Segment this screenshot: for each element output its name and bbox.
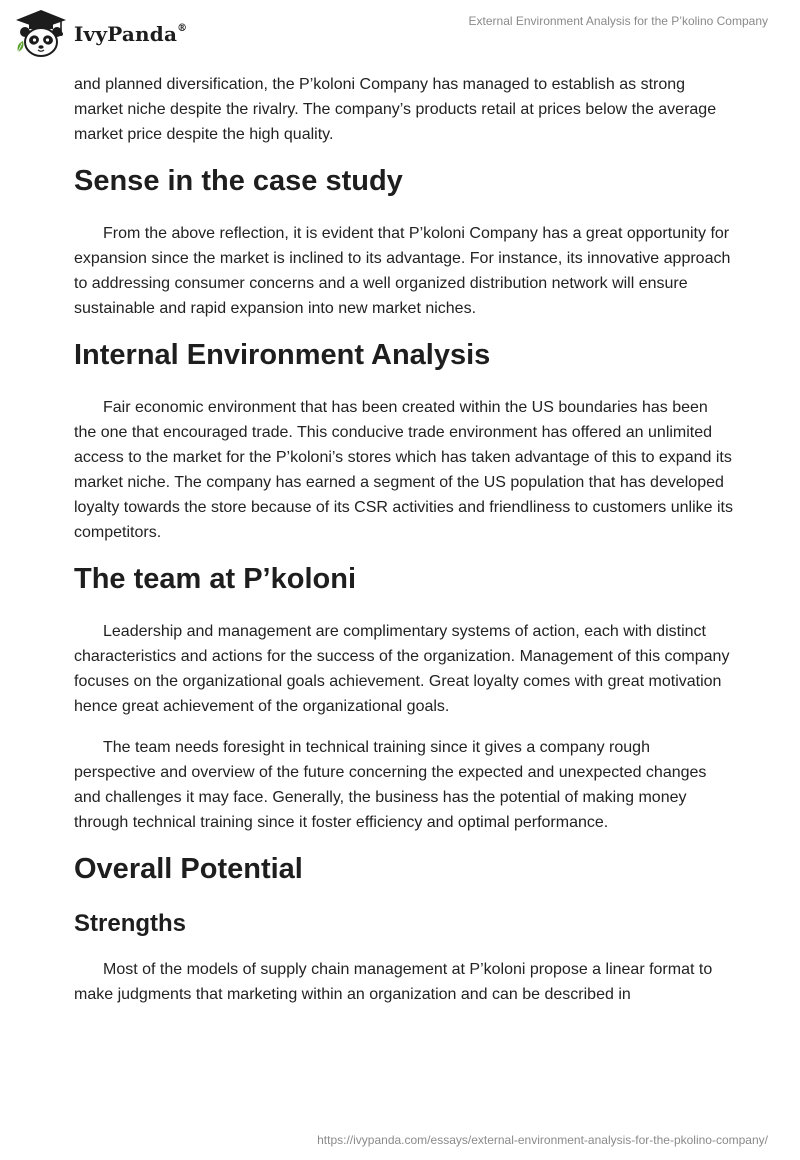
paragraph-team-2: The team needs foresight in technical training since it gives a company rough perspective and overview of the future concerning the expected and unexpected changes and challenges it may face. Generally, the business has the potential of making money through technical training since it foster efficiency and optimal performance.	[74, 739, 707, 831]
section-heading-internal-environment: Internal Environment Analysis	[74, 339, 491, 371]
paragraph-team-1: Leadership and management are complimentary systems of action, each with distinct characteristics and actions for the success of the organization. Management of this company focuses on the organizational goals achievement. Great loyalty comes with great motivation hence great achievement of the organizational goals.	[74, 623, 730, 715]
paragraph-strengths: Most of the models of supply chain management at P’koloni propose a linear format to make judgments that marketing within an organization and can be described in	[74, 961, 713, 1003]
page-header	[0, 0, 800, 70]
panda-graduate-icon	[14, 8, 68, 60]
subheading-strengths: Strengths	[74, 910, 187, 937]
ivypanda-logo[interactable]	[14, 8, 187, 60]
paragraph-internal-environment: Fair economic environment that has been created within the US boundaries has been the one that encouraged trade. This conducive trade environment has offered an unlimited access to the market for the P’koloni’s stores which has taken advantage of this to expand its market niche. The company has earned a segment of the US population that has developed loyalty towards the store because of its CSR activities and friendliness to customers unlike its competitors.	[74, 399, 733, 541]
source-url[interactable]: https://ivypanda.com/essays/external-environment-analysis-for-the-pkolino-company/	[317, 1133, 768, 1147]
intro-paragraph: and planned diversification, the P’koloni Company has managed to establish as strong market niche despite the rivalry. The company’s products retail at prices below the average market price despite the high quality.	[74, 76, 717, 143]
brand-name	[74, 22, 187, 46]
registered-mark: ®	[177, 23, 188, 35]
section-heading-sense-in-case-study: Sense in the case study	[74, 165, 403, 197]
brand-name-text: IvyPanda	[74, 22, 178, 46]
document-title: External Environment Analysis for the P’kolino Company	[468, 14, 768, 28]
section-heading-team: The team at P’koloni	[74, 563, 356, 595]
essay-content	[74, 72, 734, 1023]
section-heading-overall-potential: Overall Potential	[74, 853, 303, 885]
paragraph-sense-in-case-study: From the above reflection, it is evident that P’koloni Company has a great opportunity for expansion since the market is inclined to its advantage. For instance, its innovative approach to addressing consumer concerns and a well organized distribution network will ensure sustainable and rapid expansion into new market niches.	[74, 225, 731, 317]
